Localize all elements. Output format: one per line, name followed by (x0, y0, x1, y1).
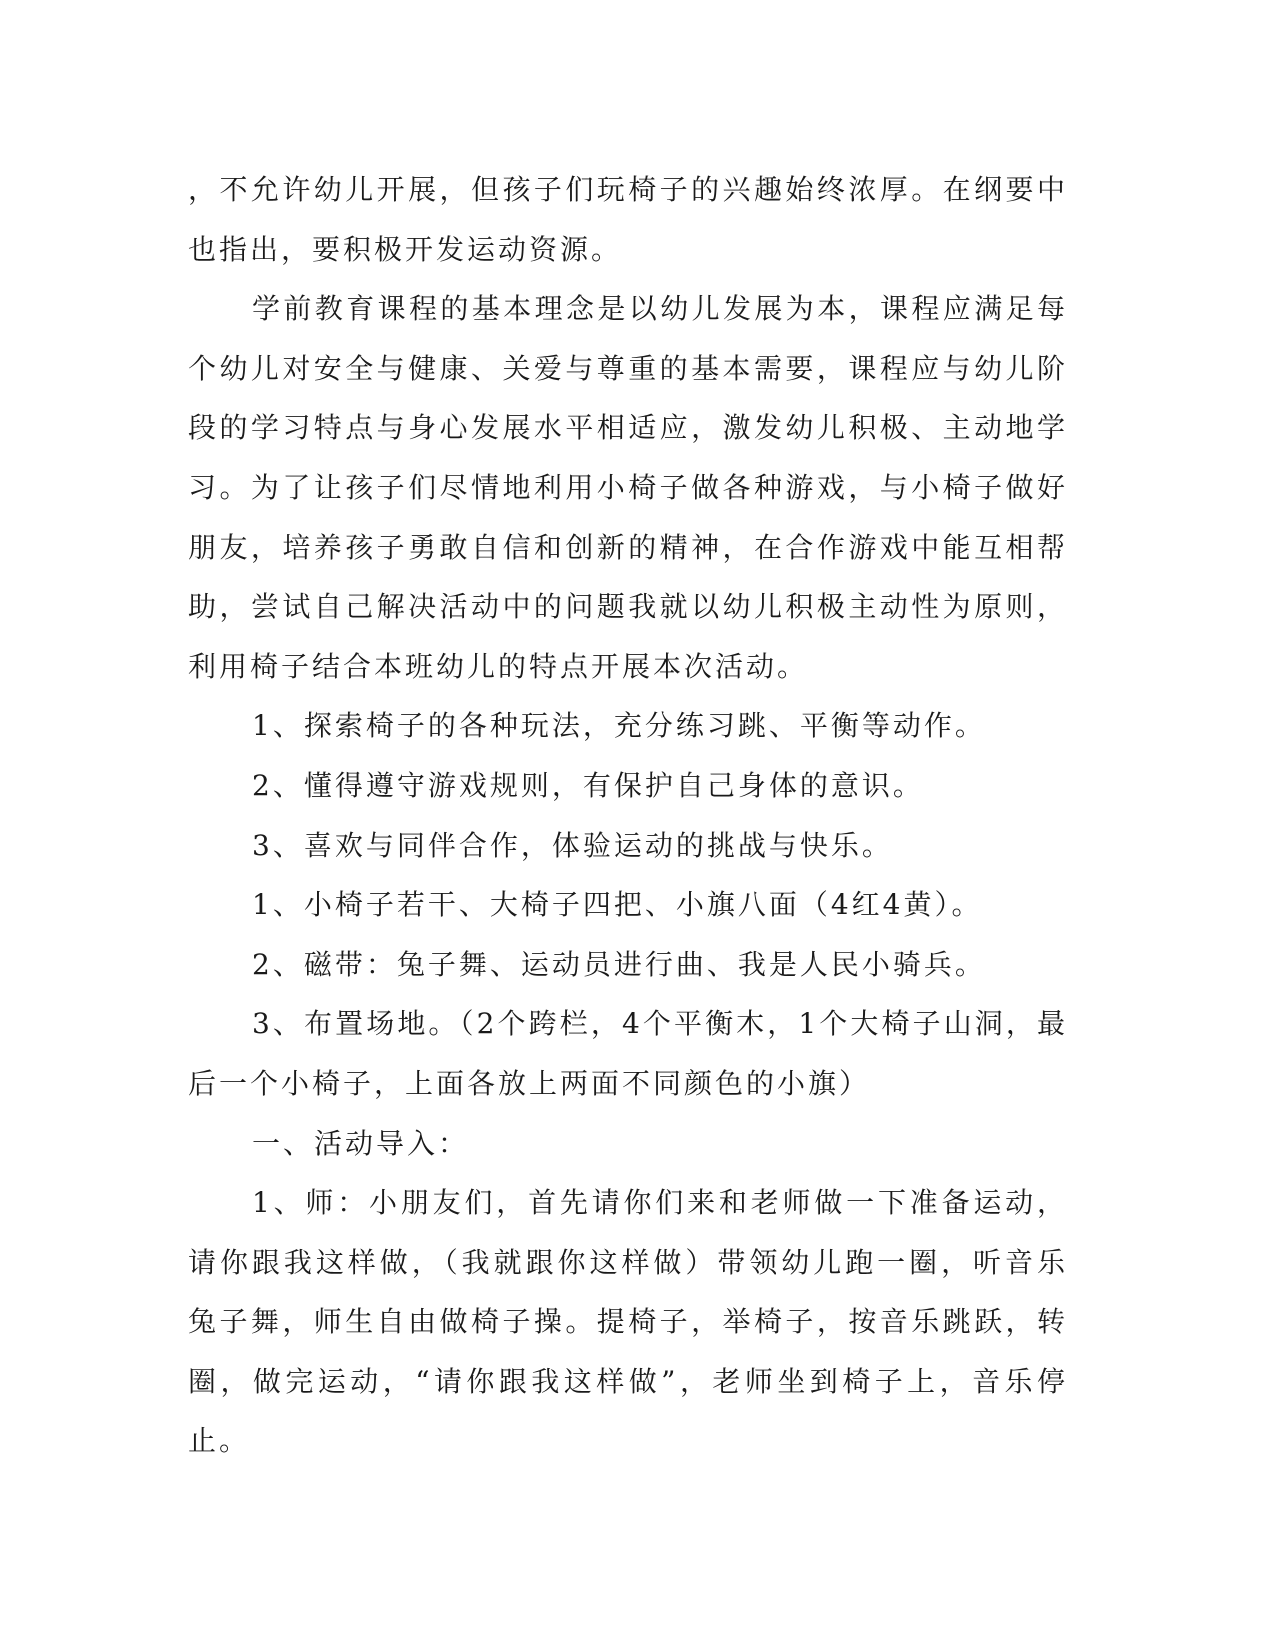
paragraph-section-heading: 一、活动导入： (252, 1126, 470, 1160)
paragraph-intro-continuation: ，不允许幼儿开展，但孩子们玩椅子的兴趣始终浓厚。在纲要中也指出，要积极开发运动资源。 (188, 173, 1068, 266)
paragraph-goal-2: 2、懂得遵守游戏规则，有保护自己身体的意识。 (252, 768, 924, 802)
paragraph-curriculum-concept: 学前教育课程的基本理念是以幼儿发展为本，课程应满足每个幼儿对安全与健康、关爱与尊重的基本需要，课程应与幼儿阶段的学习特点与身心发展水平相适应，激发幼儿积极、主动地学习。为了让孩子们尽情地利用小椅子做各种游戏，与小椅子做好朋友，培养孩子勇敢自信和创新的精神，在合作游戏中能互相帮助，尝试自己解决活动中的问题我就以幼儿积极主动性为原则，利用椅子结合本班幼儿的特点开展本次活动。 (188, 292, 1068, 683)
paragraph-goal-3: 3、喜欢与同伴合作，体验运动的挑战与快乐。 (252, 828, 893, 862)
paragraph-goal-1: 1、探索椅子的各种玩法，充分练习跳、平衡等动作。 (252, 709, 986, 743)
paragraph-material-2: 2、磁带：兔子舞、运动员进行曲、我是人民小骑兵。 (252, 947, 986, 981)
paragraph-activity-step-1: 1、师：小朋友们，首先请你们来和老师做一下准备运动，请你跟我这样做，（我就跟你这样做）带领幼儿跑一圈，听音乐兔子舞，师生自由做椅子操。提椅子，举椅子，按音乐跳跃，转圈，做完运动，“请你跟我这样做”，老师坐到椅子上，音乐停止。 (188, 1186, 1068, 1458)
paragraph-material-3: 3、布置场地。（2个跨栏，4个平衡木，1个大椅子山洞，最后一个小椅子，上面各放上两面不同颜色的小旗） (188, 1007, 1068, 1100)
paragraph-material-1: 1、小椅子若干、大椅子四把、小旗八面（4红4黄）。 (252, 888, 983, 922)
document-body (188, 160, 1068, 1471)
